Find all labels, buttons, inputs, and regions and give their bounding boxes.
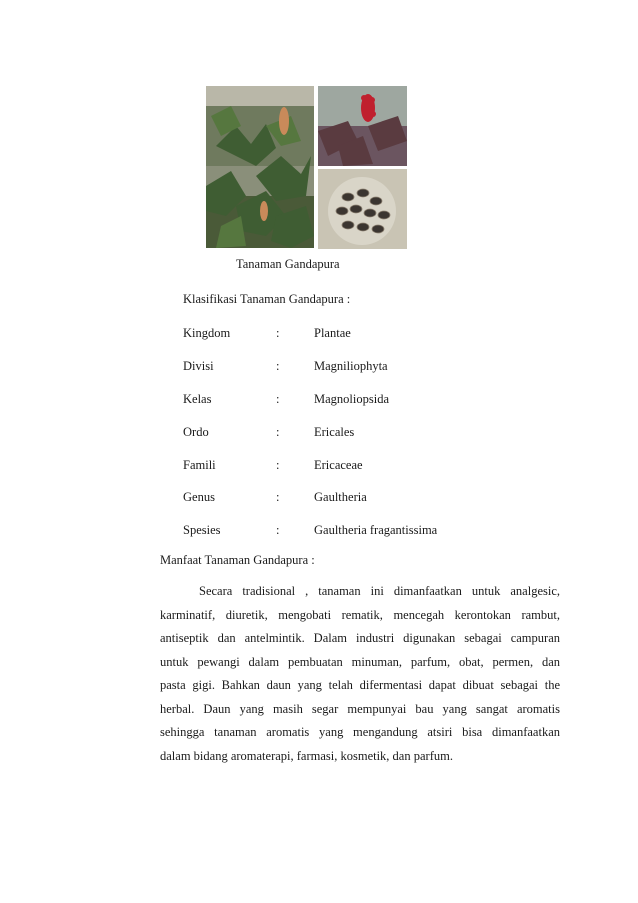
paragraph-line: sehingga tanaman aromatis yang mengandung atsiri bisa dimanfaatkan bbox=[160, 725, 560, 739]
paragraph-line: herbal. Daun yang masih segar mempunyai bau yang sangat aromatis bbox=[160, 701, 560, 716]
row-separator: : bbox=[276, 359, 280, 373]
row-separator: : bbox=[276, 490, 280, 504]
seeds-photo bbox=[318, 169, 407, 249]
paragraph-line: karminatif, diuretik, mengobati rematik, mencegah kerontokan rambut, bbox=[160, 607, 560, 622]
row-separator: : bbox=[276, 326, 280, 340]
benefits-paragraph bbox=[160, 580, 560, 768]
paragraph-line: antiseptik dan antelmintik. Dalam industri digunakan sebagai campuran bbox=[160, 631, 560, 645]
row-key: Kingdom bbox=[183, 326, 231, 340]
castor-plant-photo bbox=[206, 86, 314, 248]
row-value: Ericales bbox=[314, 425, 355, 439]
row-separator: : bbox=[276, 425, 280, 439]
figure-caption: Tanaman Gandapura bbox=[236, 257, 340, 271]
red-flower-photo bbox=[318, 86, 407, 166]
row-value: Magniliophyta bbox=[314, 359, 388, 373]
row-value: Plantae bbox=[314, 326, 351, 340]
row-key: Divisi bbox=[183, 359, 214, 373]
row-value: Gaultheria bbox=[314, 490, 367, 504]
row-key: Genus bbox=[183, 490, 215, 504]
row-key: Famili bbox=[183, 458, 216, 472]
row-separator: : bbox=[276, 392, 280, 406]
row-key: Spesies bbox=[183, 523, 221, 537]
paragraph-line: untuk pewangi dalam pembuatan minuman, parfum, obat, permen, dan bbox=[160, 654, 560, 669]
classification-heading: Klasifikasi Tanaman Gandapura : bbox=[183, 292, 351, 306]
row-value: Ericaceae bbox=[314, 458, 363, 472]
paragraph-line: Secara tradisional , tanaman ini dimanfaatkan untuk analgesic, bbox=[199, 584, 560, 598]
row-key: Kelas bbox=[183, 392, 212, 406]
row-key: Ordo bbox=[183, 425, 209, 439]
row-value: Gaultheria fragantissima bbox=[314, 523, 438, 537]
row-separator: : bbox=[276, 458, 280, 472]
benefits-title: Manfaat Tanaman Gandapura : bbox=[160, 553, 315, 567]
paragraph-line: dalam bidang aromaterapi, farmasi, kosmetik, dan parfum. bbox=[160, 748, 453, 763]
row-separator: : bbox=[276, 523, 280, 537]
paragraph-line: pasta gigi. Bahkan daun yang telah difermentasi dapat dibuat sebagai the bbox=[160, 678, 560, 692]
row-value: Magnoliopsida bbox=[314, 392, 389, 406]
